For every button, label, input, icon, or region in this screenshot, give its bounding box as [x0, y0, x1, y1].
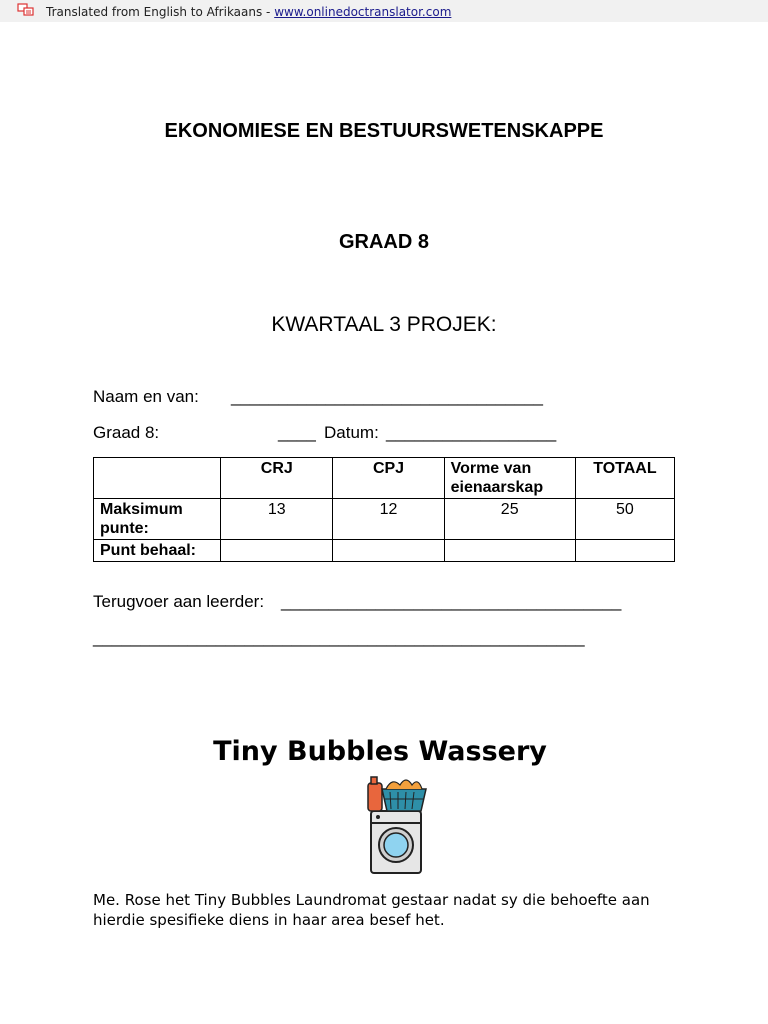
date-field-line[interactable]: __________________ — [386, 423, 557, 442]
table-header-row — [94, 458, 675, 499]
marks-table — [93, 457, 675, 562]
feedback-label: Terugvoer aan leerder: — [93, 592, 265, 611]
feedback-field-line-2[interactable]: ____________________________________________________ — [93, 628, 585, 647]
table-header-cell — [94, 458, 221, 499]
table-cell[interactable] — [575, 540, 674, 562]
table-row — [94, 499, 675, 540]
project-heading: KWARTAAL 3 PROJEK: — [271, 313, 497, 336]
name-label: Naam en van: — [93, 387, 199, 406]
washing-machine-laundry-basket-icon — [364, 773, 430, 875]
name-field-line[interactable]: _________________________________ — [231, 387, 544, 406]
table-cell[interactable] — [221, 540, 333, 562]
translator-link[interactable]: www.onlinedoctranslator.com — [274, 5, 452, 19]
table-header-cell: CRJ — [221, 458, 333, 499]
subject-heading: EKONOMIESE EN BESTUURSWETENSKAPPE — [164, 120, 604, 142]
table-row — [94, 540, 675, 562]
banner-text: Translated from English to Afrikaans - www.onlinedoctranslator.com — [46, 5, 452, 19]
business-title: Tiny Bubbles Wassery — [213, 736, 547, 767]
table-cell: 25 — [444, 499, 575, 540]
business-intro: Me. Rose het Tiny Bubbles Laundromat gestaar nadat sy die behoefte aan hierdie spesifieke diens in haar area besef het. — [93, 891, 650, 929]
table-row-label: Maksimum punte: — [94, 499, 221, 540]
feedback-field-line[interactable]: ____________________________________ — [281, 592, 622, 611]
table-row-label: Punt behaal: — [94, 540, 221, 562]
grade-heading: GRAAD 8 — [338, 231, 429, 253]
table-header-cell: Vorme van eienaarskap — [444, 458, 575, 499]
table-cell[interactable] — [333, 540, 444, 562]
translator-banner — [0, 0, 768, 22]
table-cell[interactable] — [444, 540, 575, 562]
grade-label: Graad 8: — [93, 423, 160, 442]
table-cell: 12 — [333, 499, 444, 540]
table-header-cell: CPJ — [333, 458, 444, 499]
translator-logo-icon — [17, 3, 35, 17]
table-cell: 13 — [221, 499, 333, 540]
table-cell: 50 — [575, 499, 674, 540]
table-header-cell: TOTAAL — [575, 458, 674, 499]
grade-field-line[interactable]: ____ — [278, 423, 316, 442]
date-label: Datum: — [324, 423, 379, 442]
